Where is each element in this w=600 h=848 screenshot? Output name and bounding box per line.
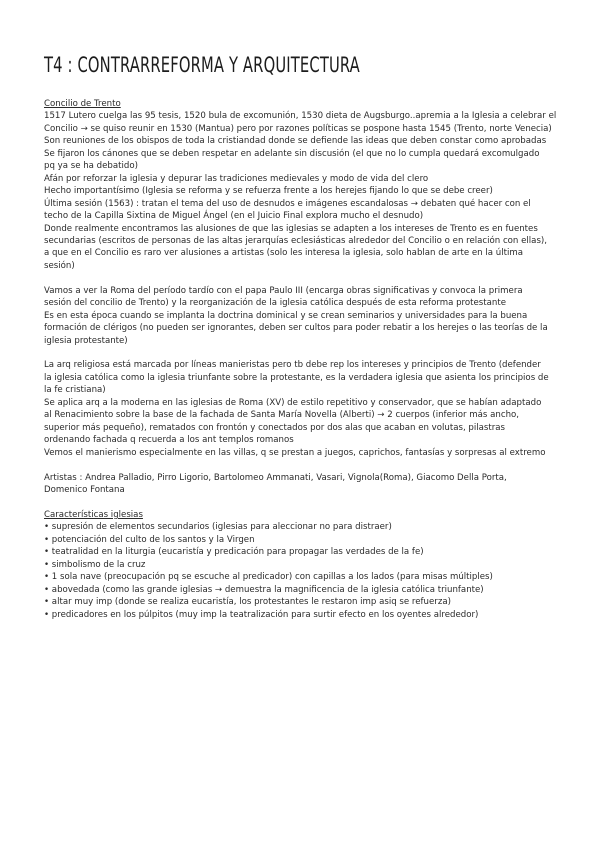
list-item: • supresión de elementos secundarios (iglesias para aleccionar no para distraer) xyxy=(44,522,392,533)
text-line: al Renacimiento sobre la base de la fachada de Santa María Novella (Alberti) → 2 cuerpos (inferior más ancho, xyxy=(44,410,520,421)
text-line: La arq religiosa está marcada por líneas manieristas pero tb debe rep los intereses y principios de Trento (defender xyxy=(44,360,541,371)
section-heading-caracteristicas: Características iglesias xyxy=(44,509,143,520)
text-line: pq ya se ha debatido) xyxy=(44,161,138,172)
section-roma-text xyxy=(44,285,576,347)
text-line: Vemos el manierismo especialmente en las villas, q se prestan a juegos, caprichos, fantasías y sorpresas al extremo xyxy=(44,447,546,458)
text-line: Última sesión (1563) : tratan el tema del uso de desnudos e imágenes escandalosas → debaten qué hacer con el xyxy=(44,198,531,209)
text-line: Se aplica arq a la moderna en las iglesias de Roma (XV) de estilo repetitivo y conservador, que se habían adaptado xyxy=(44,397,542,408)
caracteristicas-list xyxy=(44,521,576,621)
text-line: Vamos a ver la Roma del período tardío con el papa Paulo III (encarga obras significativas y convoca la primera xyxy=(44,285,523,296)
section-heading-concilio: Concilio de Trento xyxy=(44,99,121,109)
page-title: T4 : CONTRARREFORMA Y ARQUITECTURA xyxy=(44,53,360,77)
text-line: secundarias (escritos de personas de las altas jerarquías eclesiásticas alrededor del Concilio o en relación con ellas), xyxy=(44,235,548,246)
list-item: • predicadores en los púlpitos (muy imp la teatralización para surtir efecto en los oyentes alrededor) xyxy=(44,609,479,620)
document-body xyxy=(44,98,576,621)
text-line: Son reuniones de los obispos de toda la cristiandad donde se defiende las ideas que deben constar como aprobadas xyxy=(44,136,547,147)
text-line: Concilio → se quiso reunir en 1530 (Mantua) pero por razones políticas se pospone hasta 1545 (Trento, norte Venecia) xyxy=(44,123,552,134)
text-line: ordenando fachada q recuerda a los ant templos romanos xyxy=(44,435,294,446)
list-item: • simbolismo de la cruz xyxy=(44,559,146,570)
text-line: techo de la Capilla Sixtina de Miguel Ángel (en el Juicio Final explora mucho el desnudo) xyxy=(44,211,424,222)
text-line: formación de clérigos (no pueden ser ignorantes, deben ser cultos para poder rebatir a los herejes o las teorías de la xyxy=(44,323,548,334)
text-line: sesión) xyxy=(44,260,75,271)
text-line: sesión del concilio de Trento) y la reorganización de la iglesia católica después de esta reforma protestante xyxy=(44,298,507,309)
text-line: superior más pequeño), rematados con frontón y conectados por dos alas que acaban en volutas, pilastras xyxy=(44,422,506,433)
section-artistas-text xyxy=(44,472,576,497)
list-item: • potenciación del culto de los santos y la Virgen xyxy=(44,534,255,545)
text-line: la iglesia católica como la iglesia triunfante sobre la protestante, es la verdadera iglesia que asienta los principios de xyxy=(44,372,549,383)
text-line: 1517 Lutero cuelga las 95 tesis, 1520 bula de excomunión, 1530 dieta de Augsburgo..apremia a la Iglesia a celebrar el xyxy=(44,111,557,122)
text-line: Se fijaron los cánones que se deben respetar en adelante sin discusión (el que no lo cumpla quedará excomulgado xyxy=(44,148,540,159)
text-line: Afán por reforzar la iglesia y depurar las tradiciones medievales y modo de vida del clero xyxy=(44,173,429,184)
text-line: Domenico Fontana xyxy=(44,485,125,495)
text-line: la fe cristiana) xyxy=(44,385,106,396)
text-line: Hecho importantísimo (Iglesia se reforma y se refuerza frente a los herejes fijando lo que se debe creer) xyxy=(44,186,493,197)
list-item: • teatralidad en la liturgia (eucaristía y predicación para propagar las verdades de la fe) xyxy=(44,547,424,558)
text-line: Artistas : Andrea Palladio, Pirro Ligorio, Bartolomeo Ammanati, Vasari, Vignola(Roma), Giacomo Della Porta, xyxy=(44,472,507,483)
list-item: • 1 sola nave (preocupación pq se escuche al predicador) con capillas a los lados (para misas múltiples) xyxy=(44,572,493,583)
text-line: Donde realmente encontramos las alusiones de que las iglesias se adapten a los intereses de Trento es en fuentes xyxy=(44,223,538,234)
section-concilio-text xyxy=(44,110,576,272)
section-arquitectura-text xyxy=(44,359,576,459)
text-line: a que en el Concilio es raro ver alusiones a artistas (solo les interesa la iglesia, solo hablan de arte en la última xyxy=(44,248,523,259)
text-line: iglesia protestante) xyxy=(44,335,128,346)
text-line: Es en esta época cuando se implanta la doctrina dominical y se crean seminarios y universidades para la buena xyxy=(44,310,528,321)
list-item: • altar muy imp (donde se realiza eucaristía, los protestantes le restaron imp asiq se refuerza) xyxy=(44,597,451,608)
list-item: • abovedada (como las grande iglesias → demuestra la magnificencia de la iglesia católica triunfante) xyxy=(44,584,484,595)
